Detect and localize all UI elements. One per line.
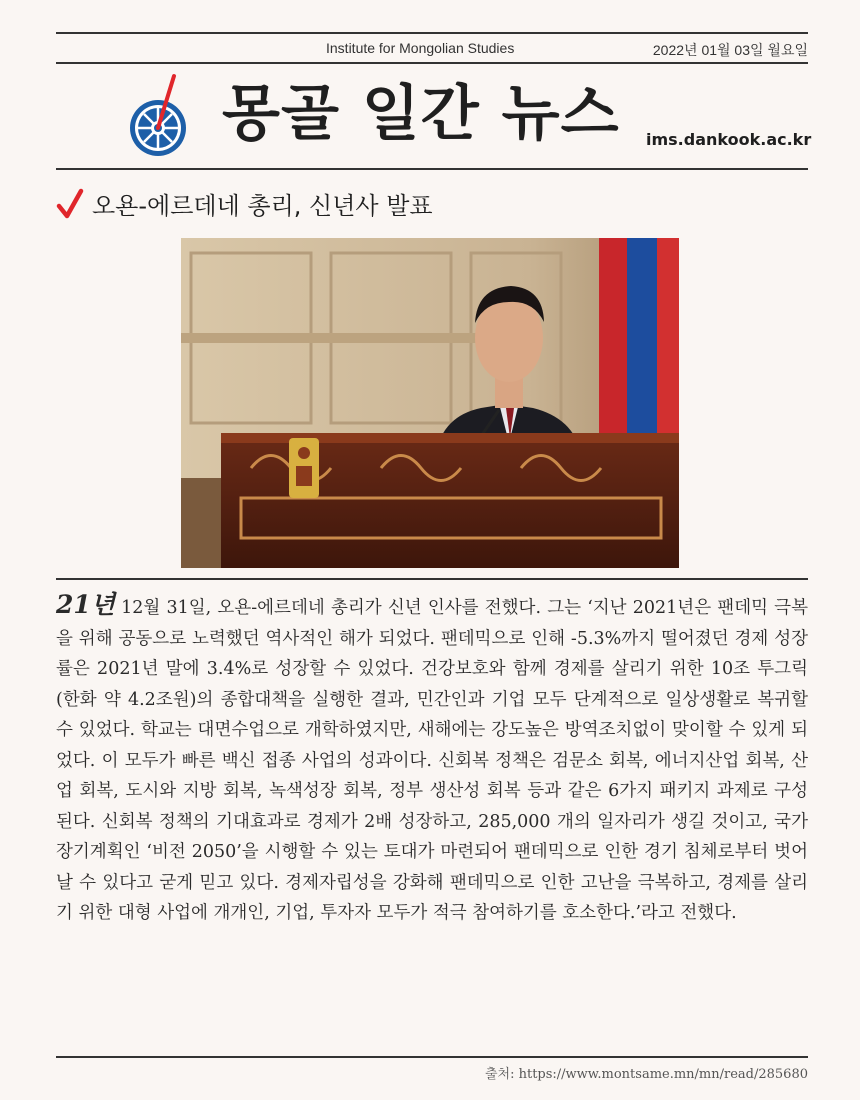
checkmark-icon [56, 188, 84, 220]
article-body [56, 590, 808, 929]
header-rule [56, 62, 808, 64]
issue-date: 2022년 01월 03일 월요일 [652, 42, 808, 58]
article-headline: 오욘-에르데네 총리, 신년사 발표 [92, 192, 433, 220]
masthead-rule [56, 168, 808, 170]
dharma-wheel-logo [124, 72, 196, 162]
photo-rule [56, 578, 808, 580]
dropcap: 21년 [56, 590, 115, 619]
source-citation: 출처: https://www.montsame.mn/mn/read/285680 [484, 1067, 808, 1082]
footer-rule [56, 1056, 808, 1058]
article-photo [181, 238, 679, 568]
institute-name: Institute for Mongolian Studies [326, 40, 515, 56]
site-url: ims.dankook.ac.kr [646, 130, 812, 149]
article-text: 12월 31일, 오욘-에르데네 총리가 신년 인사를 전했다. 그는 ‘지난 2021년은 팬데믹 극복을 위해 공동으로 노력했던 역사적인 해가 되었다. 팬데믹으로 인해 -5.3%까지 떨어졌던 경제 성장률은 2021년 말에 3.4%로 성장할 수 있었다. 건강보호와 함께 경제를 살리기 위한 10조 투그릭(한화 약 4.2조원)의 종합대책을 실행한 결과, 민간인과 기업 모두 단계적으로 일상생활로 복귀할 수 있었다. 학교는 대면수업으로 개학하였지만, 새해에는 강도높은 방역조치없이 맞이할 수 있게 되었다. 이 모두가 빠른 백신 접종 사업의 성과이다. 신회복 정책은 검문소 회복, 에너지산업 회복, 산업 회복, 도시와 지방 회복, 녹색성장 회복, 정부 생산성 회복 등과 같은 6가지 패키지 과제로 구성된다. 신회복 정책의 기대효과로 경제가 2배 성장하고, 285,000 개의 일자리가 생길 것이고, 국가장기계획인 ‘비전 2050’을 시행할 수 있는 토대가 마련되어 팬데믹으로 인한 경기 침체로부터 벗어날 수 있다고 굳게 믿고 있다. 경제자립성을 강화해 팬데믹으로 인한 고난을 극복하고, 경제를 살리기 위한 대형 사업에 개개인, 기업, 투자자 모두가 적극 참여하기를 호소한다.’라고 전했다. [56, 598, 808, 923]
top-rule [56, 32, 808, 34]
masthead-title: 몽골 일간 뉴스 [222, 79, 620, 149]
